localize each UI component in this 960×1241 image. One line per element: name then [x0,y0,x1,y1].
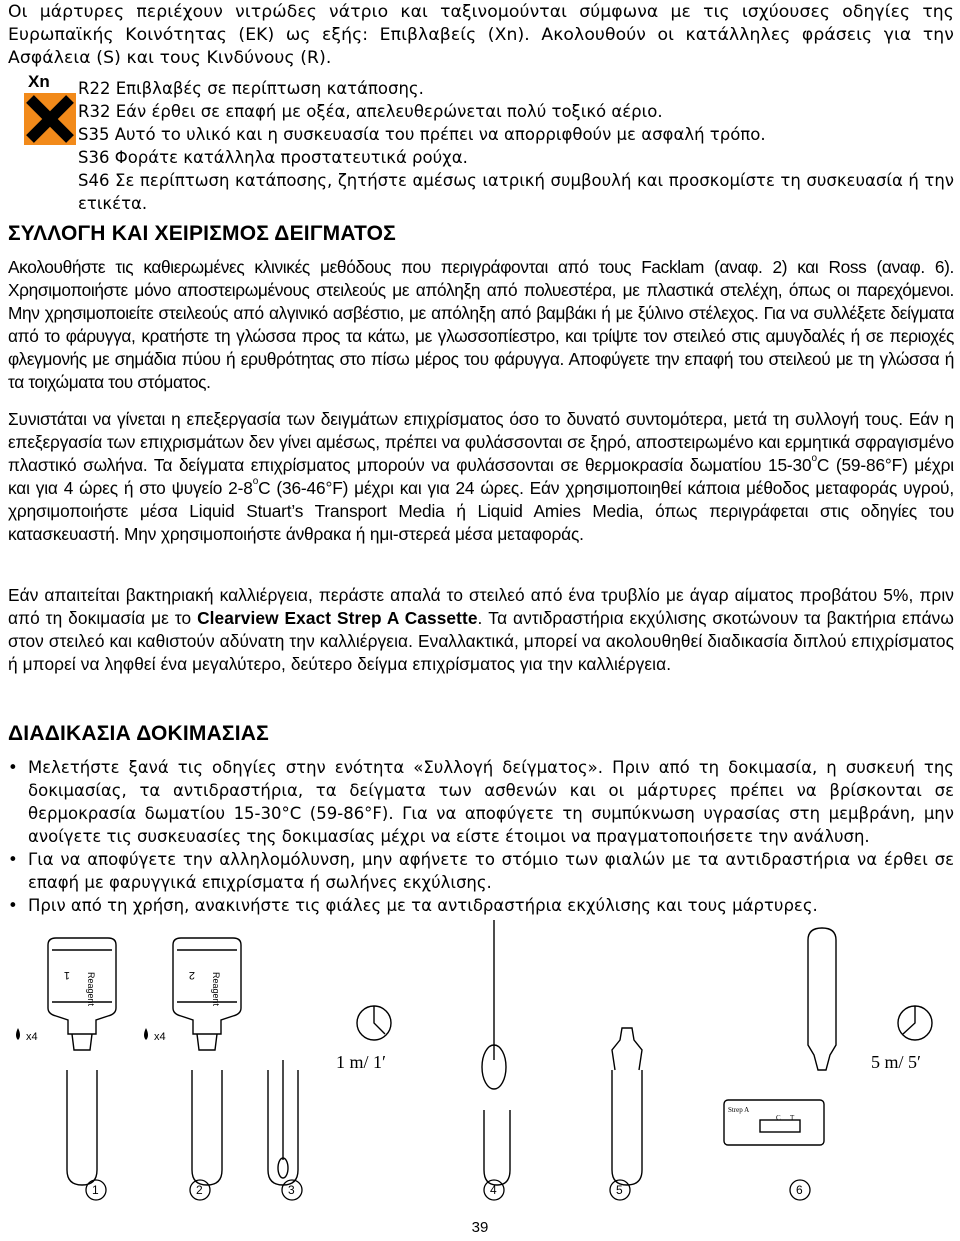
para2-text-c: C (36-46°F) μέχρι και για 24 ώρες. Εάν χρησιμοποιηθεί κάποια μέθοδος μεταφοράς υγρού, χρησιμοποιήστε μέσα Liquid Stuart’s Transport Media ή Liquid Amies Media, όπως περιγράφεται στις οδηγίες του κατασκευαστή. Μην χρησιμοποιήστε άνθρακα ή ημι-στερεά μέσα μεταφοράς. [8,478,954,544]
drop-count-2: x4 [154,1031,166,1043]
hazard-phrase-list [78,77,954,215]
cassette-label: Strep A [728,1106,750,1114]
tube-1 [67,1070,97,1185]
procedure-illustration [0,910,960,1210]
hazard-phrase-s35: S35 Αυτό το υλικό και η συσκευασία του πρέπει να απορριφθούν με ασφαλή τρόπο. [78,125,766,144]
para3-text-b: . Τα αντιδραστήρια εκχύλισης σκοτώνουν τα βακτήρια επάνω στον στειλεό και καθιστούν αδύνατη την καλλιέργεια. Εναλλακτικά, μπορεί να ακολουθηθεί διαδικασία διπλού επιχρίσματος ή μπορεί να ληφθεί ένα μεγαλύτερο, δεύτερο δείγμα επιχρίσματος για την καλλιέργεια. [8,608,954,674]
degree-sup-1: o [811,453,817,464]
hazard-symbol-xn [18,73,76,143]
collection-paragraph-2 [8,408,954,546]
bottle-2-label: Reagent [211,972,221,1007]
section-heading-procedure: ΔΙΑΔΙΚΑΣΙΑ ΔΟΚΙΜΑΣΙΑΣ [8,722,269,745]
procedure-bullet-list [8,756,954,917]
step-2-number: 2 [196,1183,203,1197]
step-5-number: 5 [616,1183,623,1197]
bottle-2-number: 2 [188,969,195,981]
bottle-1-number: 1 [63,969,70,981]
tube-2 [192,1070,222,1185]
reagent-bottle-2 [173,938,241,1050]
hazard-symbol-label: Xn [28,72,50,91]
step-3-number: 3 [288,1183,295,1197]
step-4-number: 4 [490,1183,497,1197]
para2-text-b: C (59-86°F) μέχρι και για 4 ώρες ή στο ψυγείο 2-8 [8,455,954,498]
cassette-c-mark: C [776,1114,781,1122]
bottle-1-label: Reagent [86,972,96,1007]
cassette-t-mark: T [790,1114,795,1122]
collection-paragraph-3 [8,584,954,676]
degree-sup-2: o [252,476,259,487]
reagent-bottle-1 [48,938,116,1050]
procedure-bullet-3: • Πριν από τη χρήση, ανακινήστε τις φιάλες με τα αντιδραστήρια εκχύλισης και τους μάρτυρες. [8,894,954,917]
para2-text-a: Συνιστάται να γίνεται η επεξεργασία των δειγμάτων επιχρίσματος όσο το δυνατό συντομότερα, μετά τη συλλογή τους. Εάν η επεξεργασία των επιχρισμάτων δεν γίνει αμέσως, πρέπει να φυλάσσονται σε ξηρό, αποστειρωμένο και ερμητικά σφραγισμένο πλαστικό σωλήνα. Τα δείγματα επιχρίσματος μπορούν να φυλάσσονται σε θερμοκρασία δωματίου 15-30 [8,409,954,475]
step-1-number: 1 [92,1183,99,1197]
section-heading-collection: ΣΥΛΛΟΓΗ ΚΑΙ ΧΕΙΡΙΣΜΟΣ ΔΕΙΓΜΑΤΟΣ [8,222,396,245]
hazard-phrase-s46: S46 Σε περίπτωση κατάποσης, ζητήστε αμέσως ιατρική συμβουλή και προσκομίστε τη συσκευασία ή την ετικέτα. [78,171,954,213]
drop-count-1: x4 [26,1031,38,1043]
drop-icon-2 [144,1028,148,1040]
step-6-number: 6 [796,1183,803,1197]
hazard-phrase-r32: R32 Εάν έρθει σε επαφή με οξέα, απελευθερώνεται πολύ τοξικό αέριο. [78,102,663,121]
timer-2-label: 5 m/ 5′ [871,1052,921,1072]
hazard-phrase-s36: S36 Φοράτε κατάλληλα προστατευτικά ρούχα. [78,148,468,167]
timer-1-label: 1 m/ 1′ [336,1052,386,1072]
tube-5 [612,1070,642,1185]
procedure-bullet-2: • Για να αποφύγετε την αλληλομόλυνση, μην αφήνετε το στόμιο των φιαλών με τα αντιδραστήρια να έρθει σε επαφή με φαρυγγικά επιχρίσματα ή σωλήνες εκχύλισης. [8,848,954,894]
product-name: Clearview Exact Strep A Cassette [197,608,478,628]
para3-text-a: Εάν απαιτείται βακτηριακή καλλιέργεια, περάστε απαλά το στειλεό από ένα τρυβλίο με άγαρ αίματος προβάτου 5%, πριν από τη δοκιμασία με το [8,585,954,628]
procedure-bullet-1: • Μελετήστε ξανά τις οδηγίες στην ενότητα «Συλλογή δείγματος». Πριν από τη δοκιμασία, η συσκευή της δοκιμασίας, τα αντιδραστήρια, τα δείγματα των ασθενών και οι μάρτυρες πρέπει να βρίσκονται σε θερμοκρασία δωματίου 15-30°C (59-86°F). Για να αποφύγετε τη συμπύκνωση υγρασίας στη μεμβράνη, μην ανοίγετε τις συσκευασίες της δοκιμασίας μέχρι να είστε έτοιμοι να πραγματοποιήσετε την ανάλυση. [8,756,954,848]
page-number: 39 [471,1219,489,1236]
hazard-x-icon [24,93,76,145]
drop-icon-1 [16,1028,20,1040]
hazard-phrase-r22: R22 Επιβλαβές σε περίπτωση κατάποσης. [78,79,424,98]
intro-paragraph: Οι μάρτυρες περιέχουν νιτρώδες νάτριο και ταξινομούνται σύμφωνα με τις ισχύουσες οδηγίες της Ευρωπαϊκής Κοινότητας (ΕΚ) ως εξής: Επιβλαβείς (Xn). Ακολουθούν οι κατάλληλες φράσεις για την Ασφάλεια (S) και τους Κινδύνους (R). [8,2,954,68]
collection-paragraph-1: Ακολουθήστε τις καθιερωμένες κλινικές μεθόδους που περιγράφονται από τους Facklam (αναφ. 2) και Ross (αναφ. 6). Χρησιμοποιήστε μόνο αποστειρωμένους στειλεούς με απόληξη από πολυεστέρα, με πλαστικά στελέχη, όπως οι παρεχόμενοι. Μην χρησιμοποιείτε στειλεούς από αλγινικό ασβέστιο, με απόληξη από βαμβάκι ή με ξύλινο στέλεχος. Για να συλλέξετε δείγματα από το φάρυγγα, κρατήστε τη γλώσσα προς τα κάτω, με γλωσσοπίεστρο, και τρίψτε τον στειλεό στις αμυγδαλές ή σε περιοχές φλεγμονής με σημάδια πύου ή ερυθρότητας στο πίσω μέρος του φάρυγγα. Αποφύγετε την επαφή του στειλεού με τη γλώσσα ή τα τοιχώματα του στόματος. [8,257,954,392]
